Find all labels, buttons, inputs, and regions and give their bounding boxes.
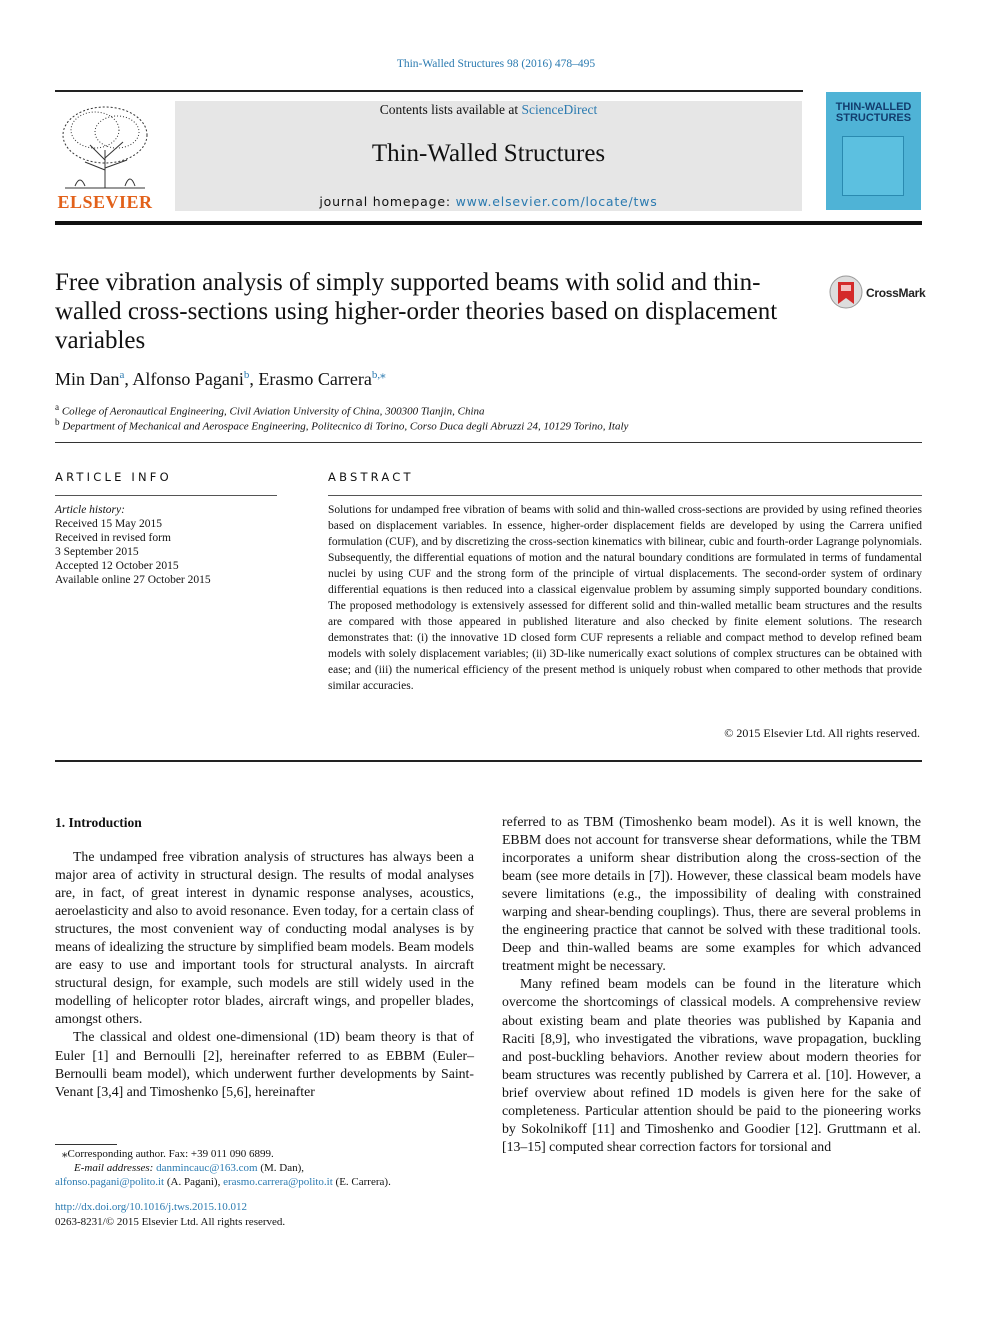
author-name[interactable]: Alfonso Pagani — [132, 369, 244, 389]
abstract-heading: ABSTRACT — [328, 470, 414, 484]
email-label: E-mail addresses: — [74, 1162, 157, 1174]
cover-title-line2: STRUCTURES — [835, 112, 912, 124]
email-link[interactable]: alfonso.pagani@polito.it — [55, 1176, 165, 1188]
article-info-rule — [55, 495, 277, 496]
journal-name: Thin-Walled Structures — [371, 140, 606, 167]
author-list: Min Dan$^a$, Alfonso Pagani$^b$, Erasmo Carrera$^{b,⁎}$ — [55, 369, 386, 389]
abstract-rule — [328, 495, 922, 496]
history-line: Received in revised form — [55, 532, 171, 544]
body-paragraph: The undamped free vibration analysis of structures has always been a major area of activity in structural design. The results of modal analyses are, in fact, of great interest in dynamic response analyses, acoustics, aeroelasticity and also to avoid resonance. Even today, for a certain class of structures, the most convenient way of conducting modal analyses is by means of idealizing the structure by simplified beam models. Beam models are easy to use and important tools for structural analysts. In aircraft structural design, for example, such models are still widely used in the modelling of helicopter rotor blades, aircraft wings, and propeller blades, amongst others. — [55, 849, 474, 1027]
history-heading: Article history: — [55, 504, 125, 516]
affiliation-text: College of Aeronautical Engineering, Civil Aviation University of China, 300300 Tianjin, China — [61, 405, 485, 418]
affiliation-text: Department of Mechanical and Aerospace Engineering, Politecnico di Torino, Corso Duca degli Abruzzi 24, 10129 Torino, Italy — [62, 420, 629, 433]
author-affiliation-mark[interactable]: b — [243, 369, 250, 381]
cover-title-line1: THIN-WALLED — [835, 101, 912, 113]
history-line: Available online 27 October 2015 — [55, 574, 211, 586]
email-owner: (A. Pagani), — [164, 1176, 224, 1188]
cover-panel — [842, 136, 904, 196]
body-column-left — [55, 848, 474, 1101]
email-line-1 — [74, 1162, 304, 1174]
history-line: Received 15 May 2015 — [55, 518, 162, 530]
journal-cover-thumbnail[interactable] — [826, 92, 921, 210]
affiliation-mark: a — [55, 402, 60, 412]
article-title: Free vibration analysis of simply supported beams with solid and thin-walled cross-sections using higher-order theories based on displacement variables — [55, 269, 778, 354]
cover-title — [826, 102, 921, 124]
author-name[interactable]: Erasmo Carrera — [258, 369, 372, 389]
body-column-right — [502, 813, 921, 1156]
body-paragraph: The classical and oldest one-dimensional (1D) beam theory is that of Euler [1] and Bernoulli [2], hereinafter referred to as EBBM (Euler–Bernoulli beam model), which underwent further developments by Saint-Venant [3,4] and Timoshenko [5,6], hereinafter — [55, 1029, 474, 1099]
email-link[interactable]: erasmo.carrera@polito.it — [223, 1176, 333, 1188]
homepage-prefix: journal homepage: — [319, 194, 456, 209]
author-affiliation-mark[interactable]: a — [119, 369, 125, 381]
history-line: 3 September 2015 — [55, 546, 139, 558]
email-owner: (M. Dan), — [257, 1162, 304, 1174]
elsevier-wordmark[interactable]: ELSEVIER — [57, 192, 153, 212]
contents-line — [175, 102, 802, 118]
footnote-rule — [55, 1144, 117, 1145]
affiliation-a — [55, 402, 485, 418]
email-link[interactable]: danmincauc@163.com — [156, 1162, 258, 1174]
body-paragraph: referred to as TBM (Timoshenko beam model). As it is well known, the EBBM does not account for transverse shear deformations, while the TBM incorporates a uniform shear distribution along the cross-section of the beam (see more details in [7]). However, these classical beam models have severe limitations (e.g., the impossibility of dealing with constrained warping and shear-bending couplings). Thus, there are several problems in the engineering practice that cannot be solved with these traditional tools. Deep and thin-walled beams are some examples for which advanced treatment might be necessary. — [502, 814, 921, 974]
crossmark-label: CrossMark — [866, 286, 926, 300]
sciencedirect-link[interactable]: ScienceDirect — [521, 102, 598, 117]
issn-line: 0263-8231/© 2015 Elsevier Ltd. All rights reserved. — [55, 1216, 286, 1228]
affiliation-mark: b — [55, 417, 60, 427]
author-affiliation-mark[interactable]: b,⁎ — [371, 369, 386, 381]
author-name[interactable]: Min Dan — [55, 369, 120, 389]
corresponding-author-note: ⁎Corresponding author. Fax: +39 011 090 6899. — [62, 1148, 274, 1160]
article-info-heading: ARTICLE INFO — [55, 470, 172, 484]
header-rule — [55, 90, 803, 92]
journal-citation[interactable]: Thin-Walled Structures 98 (2016) 478–495 — [396, 58, 596, 70]
abstract-text: Solutions for undamped free vibration of beams with solid and thin-walled cross-sections are provided by using refined theories based on displacement variables. In essence, higher-order displacement fields are developed by using the Carrera unified formulation (CUF), and by discretizing the cross-section kinematics with bilinear, cubic and fourth-order Lagrange polynomials. Subsequently, the differential equations of motion and the natural boundary conditions are formulated in terms of fundamental nuclei by using CUF and the strong form of the principle of virtual displacements. The second-order system of ordinary differential equations is then reduced into a classical eigenvalue problem by assuming simply supported boundary conditions. The proposed methodology is extensively assessed for different solid and thin-walled metallic beam structures and the results are compared with those appeared in published literature and also checked by finite element solutions. The research demonstrates that: (i) the innovative 1D closed form CUF represents a reliable and compact method to develop refined beam models with solely displacement variables; (ii) 3D-like numerically exact solutions of complex structures can be obtained with ease; and (iii) the numerical efficiency of the present method is uniquely robust when compared to other methods that provide similar accuracies. — [328, 504, 922, 692]
crossmark-icon — [828, 274, 864, 310]
doi-link[interactable]: http://dx.doi.org/10.1016/j.tws.2015.10.012 — [55, 1201, 248, 1213]
affiliation-b — [55, 417, 628, 433]
abstract-copyright: © 2015 Elsevier Ltd. All rights reserved. — [724, 726, 920, 740]
header-thick-rule — [55, 221, 922, 225]
email-line-2 — [55, 1176, 391, 1188]
journal-homepage — [175, 194, 802, 209]
history-line: Accepted 12 October 2015 — [55, 560, 179, 572]
email-owner: (E. Carrera). — [332, 1176, 391, 1188]
section-heading-introduction: 1. Introduction — [55, 815, 142, 830]
body-paragraph: Many refined beam models can be found in the literature which overcome the shortcomings of classical models. A comprehensive review about existing beam and plate theories was published by Kapania and Raciti [8,9], who investigated the vibrations, wave propagation, buckling and post-buckling behaviors. Another review about modern theories for beam structures was recently published by Carrera et al. [10]. However, a brief overview about refined 1D models is given here for the sake of completeness. Particular attention should be paid to the pioneering works by Sokolnikoff [11] and Timoshenko and Goodier [12]. Gruttmann et al. [13–15] computed shear correction factors for torsional and — [502, 976, 921, 1154]
article-history — [55, 503, 211, 587]
homepage-link[interactable]: www.elsevier.com/locate/tws — [455, 194, 658, 209]
section-rule — [55, 442, 922, 443]
body-rule — [55, 760, 922, 762]
contents-prefix: Contents lists available at — [379, 102, 522, 117]
